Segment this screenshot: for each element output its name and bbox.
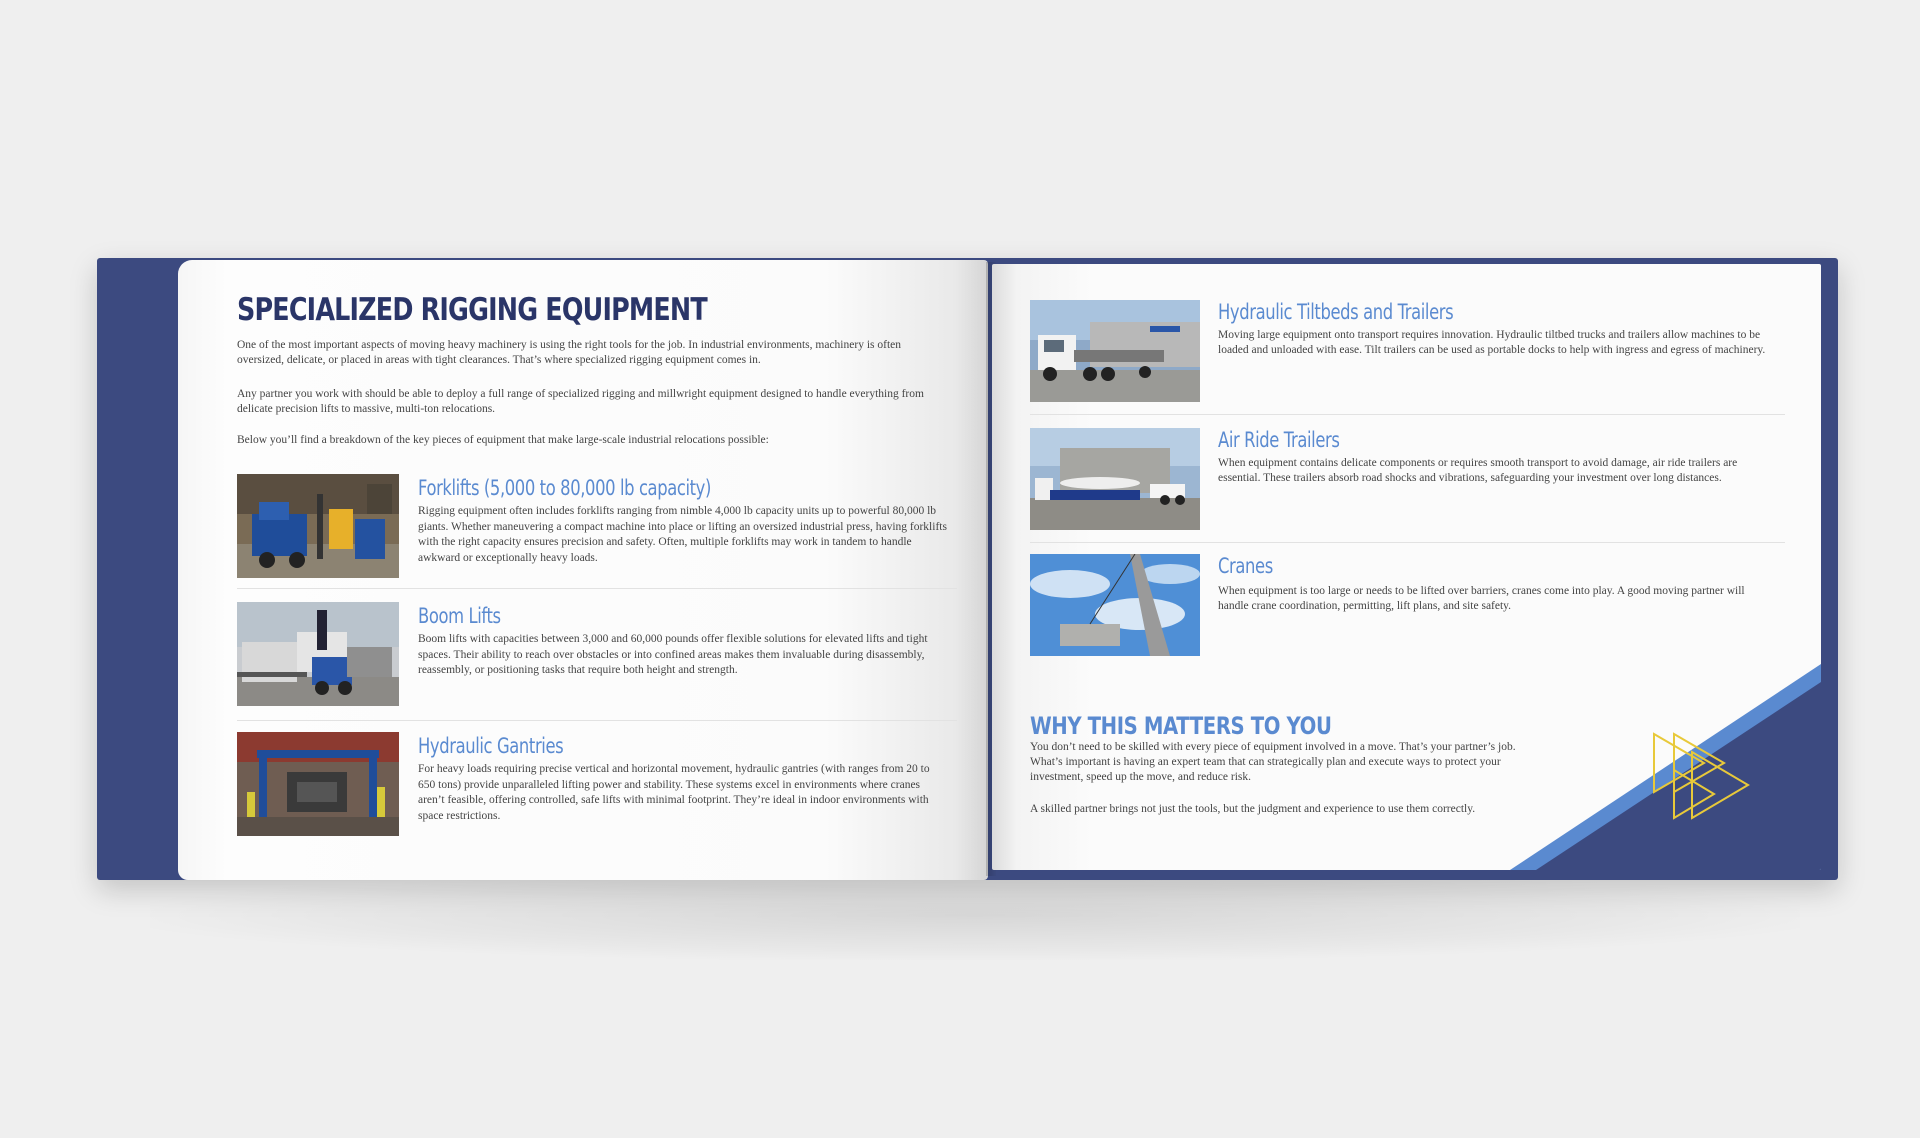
air-ride-trailer-photo [1030,428,1200,530]
right-page [992,264,1821,870]
divider [1030,542,1785,543]
item-desc-tiltbeds: Moving large equipment onto transport requires innovation. Hydraulic tiltbed trucks and trailers allow machines to be loaded and unloaded with ease. Tilt trailers can be used as portable docks to help with ingress and egress of machinery. [1218,329,1766,356]
item-title-boom-lifts: Boom Lifts [418,604,501,628]
item-desc-boom-lifts: Boom lifts with capacities between 3,000 and 60,000 pounds offer flexible solutions for elevated lifts and tight spaces. Their ability to reach over obstacles or into confined areas makes them invaluable during disassembly, reassembly, or positioning tasks that require both height and strength. [418,633,928,676]
item-desc-hydraulic-gantries: For heavy loads requiring precise vertical and horizontal movement, hydraulic gantries (with ranges from 20 to 650 tons) provide unparalleled lifting power and stability. These systems excel in environments where cranes aren’t feasible, offering controlled, safe lifts with minimal footprint. They’re ideal in indoor environments with space restrictions. [418,763,930,822]
item-desc-air-ride-trailers: When equipment contains delicate components or requires smooth transport to avoid damage, air ride trailers are essential. These trailers absorb road shocks and vibrations, safeguarding your investment over long distances. [1218,457,1738,484]
left-page [178,260,988,880]
item-title-hydraulic-gantries: Hydraulic Gantries [418,734,564,758]
crane-photo [1030,554,1200,656]
item-title-forklifts: Forklifts (5,000 to 80,000 lb capacity) [418,476,711,500]
item-title-tiltbeds: Hydraulic Tiltbeds and Trailers [1218,300,1454,324]
item-desc-forklifts: Rigging equipment often includes forklifts ranging from nimble 4,000 lb capacity units up to powerful 80,000 lb giants. Whether maneuvering a compact machine into place or lifting an oversized industrial press, having forklifts with the right capacity ensures precision and safety. Often, multiple forklifts may work in tandem to handle awkward or exceptionally heavy loads. [418,505,947,564]
intro-paragraph-2: Any partner you work with should be able to deploy a full range of specialized rigging and millwright equipment designed to handle everything from delicate precision lifts to massive, multi-ton relocations. [237,388,924,415]
intro-paragraph-3: Below you’ll find a breakdown of the key pieces of equipment that make large-scale industrial relocations possible: [237,434,769,446]
why-paragraph-1: You don’t need to be skilled with every piece of equipment involved in a move. That’s your partner’s job. What’s important is having an expert team that can strategically plan and execute ways to protect your investment, speed up the move, and reduce risk. [1030,741,1516,783]
forklift-photo [237,474,399,578]
tiltbed-trailer-photo [1030,300,1200,402]
intro-paragraph-1: One of the most important aspects of moving heavy machinery is using the right tools for the job. In industrial environments, machinery is often oversized, delicate, or placed in areas with tight clearances. That’s where specialized rigging equipment comes in. [237,339,901,366]
divider [237,588,957,589]
divider [237,720,957,721]
item-title-cranes: Cranes [1218,554,1273,578]
page-title: SPECIALIZED RIGGING EQUIPMENT [237,292,707,328]
why-title: WHY THIS MATTERS TO YOU [1030,712,1332,740]
hydraulic-gantry-photo [237,732,399,836]
item-desc-cranes: When equipment is too large or needs to be lifted over barriers, cranes come into play. A good moving partner will handle crane coordination, permitting, lift plans, and site safety. [1218,585,1745,612]
book-shadow [150,870,1800,960]
divider [1030,414,1785,415]
item-title-air-ride-trailers: Air Ride Trailers [1218,428,1340,452]
why-paragraph-2: A skilled partner brings not just the tools, but the judgment and experience to use them correctly. [1030,803,1476,815]
triangle-arrows-logo-icon [1652,730,1762,822]
boom-lift-photo [237,602,399,706]
